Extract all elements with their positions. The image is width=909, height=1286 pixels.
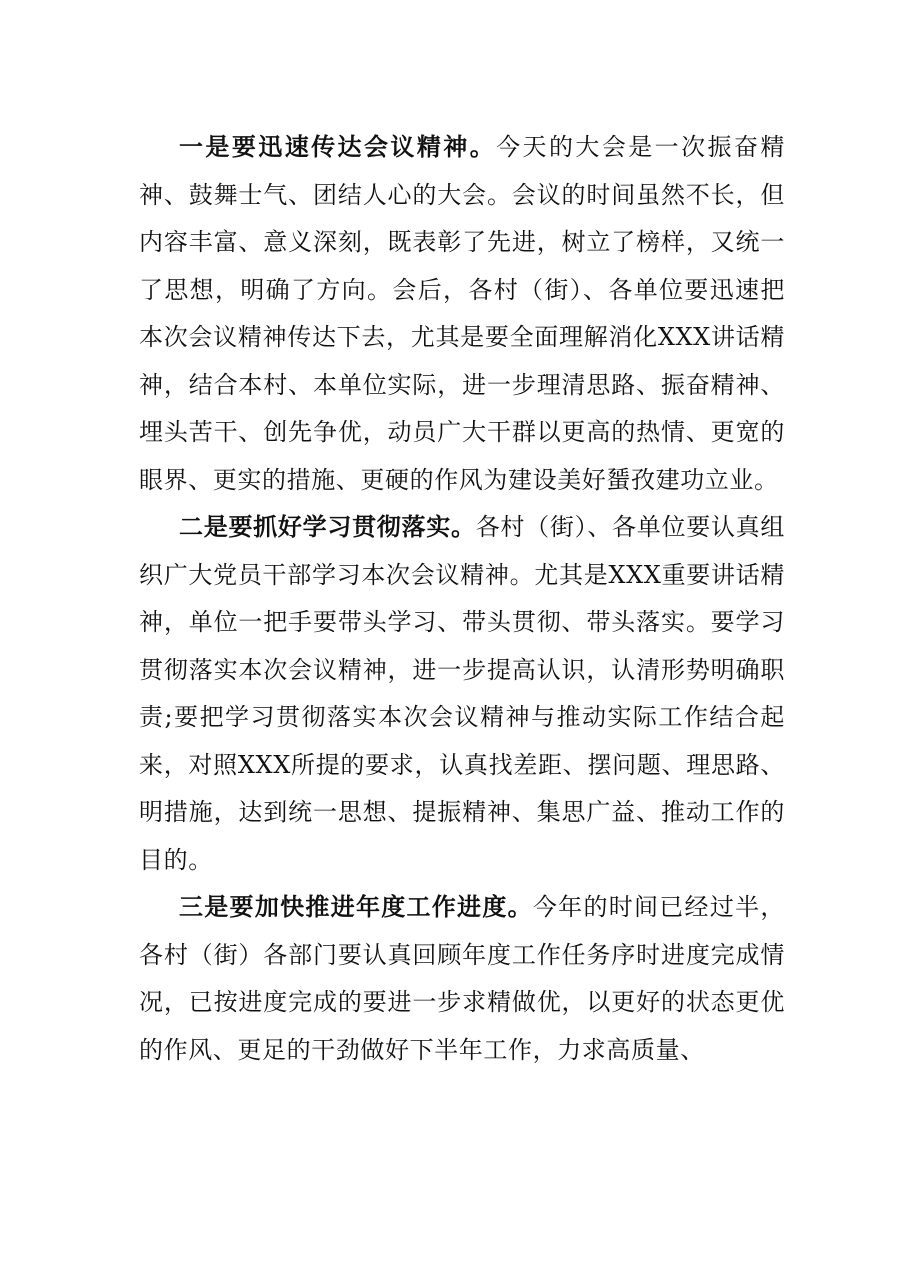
paragraph-2 — [139, 504, 785, 884]
paragraph-3-heading: 三是要加快推进年度工作进度。 — [179, 893, 533, 921]
paragraph-3-text: 今年的时间已经过半，各村（街）各部门要认真回顾年度工作任务序时进度完成情况，已按进度完成的要进一步求精做优，以更好的状态更优的作风、更足的干劲做好下半年工作，力求高质量、 — [139, 893, 785, 1064]
document-body — [139, 124, 785, 1074]
paragraph-1 — [139, 124, 785, 504]
paragraph-1-heading: 一是要迅速传达会议精神。 — [179, 133, 497, 161]
paragraph-3 — [139, 884, 785, 1074]
paragraph-2-text: 各村（街）、各单位要认真组织广大党员干部学习本次会议精神。尤其是XXX重要讲话精神，单位一把手要带头学习、带头贯彻、带头落实。要学习贯彻落实本次会议精神，进一步提高认识，认清形势明确职责;要把学习贯彻落实本次会议精神与推动实际工作结合起来，对照XXX所提的要求，认真找差距、摆问题、理思路、明措施，达到统一思想、提振精神、集思广益、推动工作的目的。 — [139, 513, 785, 874]
paragraph-2-heading: 二是要抓好学习贯彻落实。 — [179, 513, 476, 541]
paragraph-1-text: 今天的大会是一次振奋精神、鼓舞士气、团结人心的大会。会议的时间虽然不长，但内容丰富、意义深刻，既表彰了先进，树立了榜样，又统一了思想，明确了方向。会后，各村（街）、各单位要迅速把本次会议精神传达下去，尤其是要全面理解消化XXX讲话精神，结合本村、本单位实际，进一步理清思路、振奋精神、埋头苦干、创先争优，动员广大干群以更高的热情、更宽的眼界、更实的措施、更硬的作风为建设美好蜑孜建功立业。 — [139, 133, 785, 494]
